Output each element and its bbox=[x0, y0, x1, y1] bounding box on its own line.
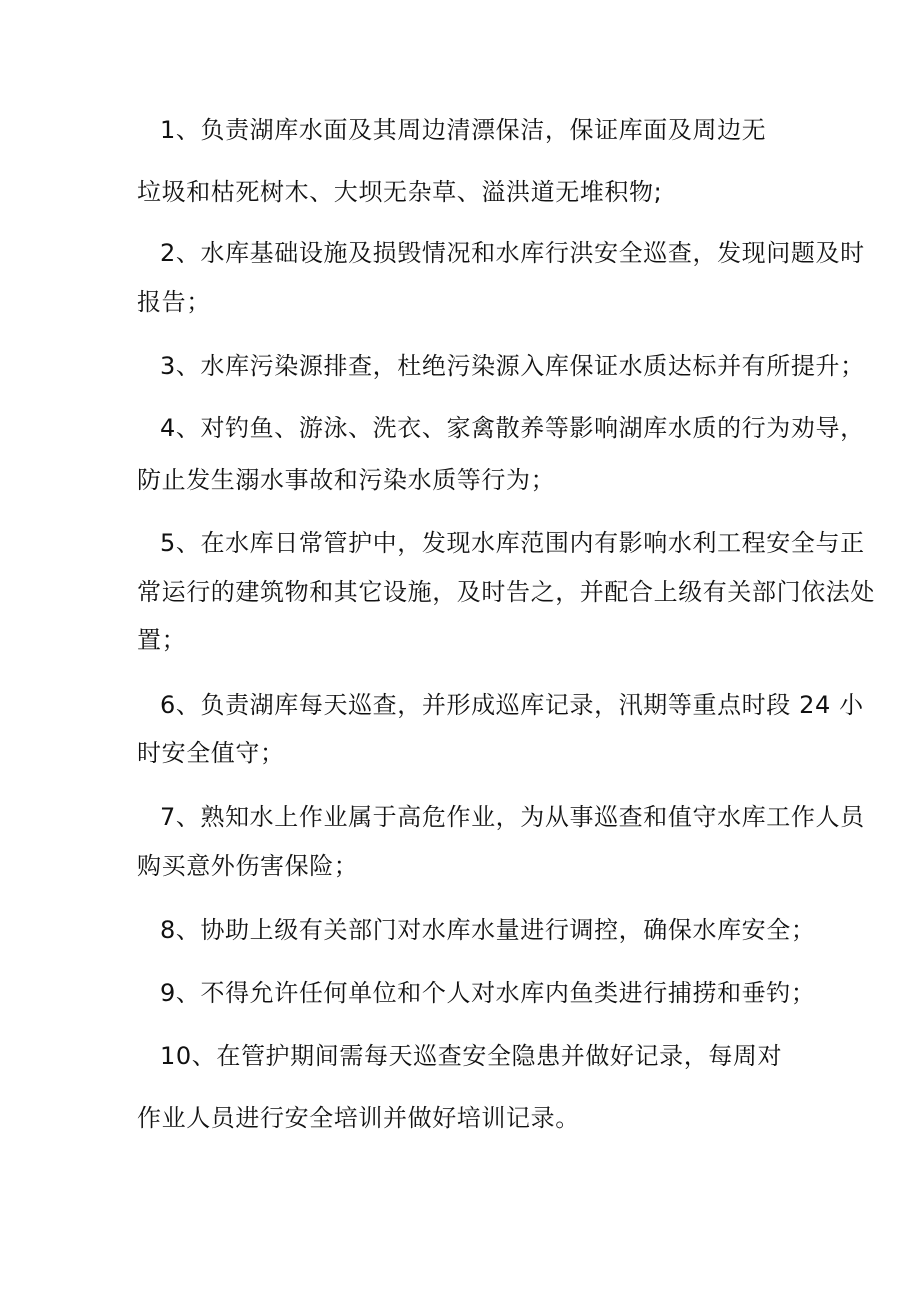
item-10-line-2: 作业人员进行安全培训并做好培训记录。 bbox=[137, 1104, 580, 1132]
item-1-line-2: 垃圾和枯死树木、大坝无杂草、溢洪道无堆积物; bbox=[137, 178, 663, 206]
item-6-line-1: 6、负责湖库每天巡查，并形成巡库记录，汛期等重点时段 24 小 bbox=[160, 691, 864, 719]
item-7-line-2: 购买意外伤害保险； bbox=[137, 852, 359, 880]
item-9-line-1: 9、不得允许任何单位和个人对水库内鱼类进行捕捞和垂钓； bbox=[160, 979, 816, 1007]
item-2-line-1: 2、水库基础设施及损毁情况和水库行洪安全巡查，发现问题及时 bbox=[160, 239, 865, 267]
item-7-line-1: 7、熟知水上作业属于高危作业，为从事巡查和值守水库工作人员 bbox=[160, 803, 865, 831]
item-2-line-2: 报告； bbox=[137, 288, 211, 316]
item-10-line-1: 10、在管护期间需每天巡查安全隐患并做好记录，每周对 bbox=[160, 1042, 783, 1070]
item-6-line-2: 时安全值守； bbox=[137, 739, 285, 767]
item-5-line-1: 5、在水库日常管护中，发现水库范围内有影响水利工程安全与正 bbox=[160, 529, 865, 557]
item-8-line-1: 8、协助上级有关部门对水库水量进行调控，确保水库安全； bbox=[160, 916, 816, 944]
item-4-line-1: 4、对钓鱼、游泳、洗衣、家禽散养等影响湖库水质的行为劝导， bbox=[160, 414, 865, 442]
item-4-line-2: 防止发生溺水事故和污染水质等行为； bbox=[137, 466, 556, 494]
item-5-line-2: 常运行的建筑物和其它设施，及时告之，并配合上级有关部门依法处 bbox=[137, 578, 875, 606]
item-1-line-1: 1、负责湖库水面及其周边清漂保洁，保证库面及周边无 bbox=[160, 116, 767, 144]
item-3-line-1: 3、水库污染源排查，杜绝污染源入库保证水质达标并有所提升； bbox=[160, 352, 865, 380]
item-5-line-3: 置； bbox=[137, 626, 187, 654]
